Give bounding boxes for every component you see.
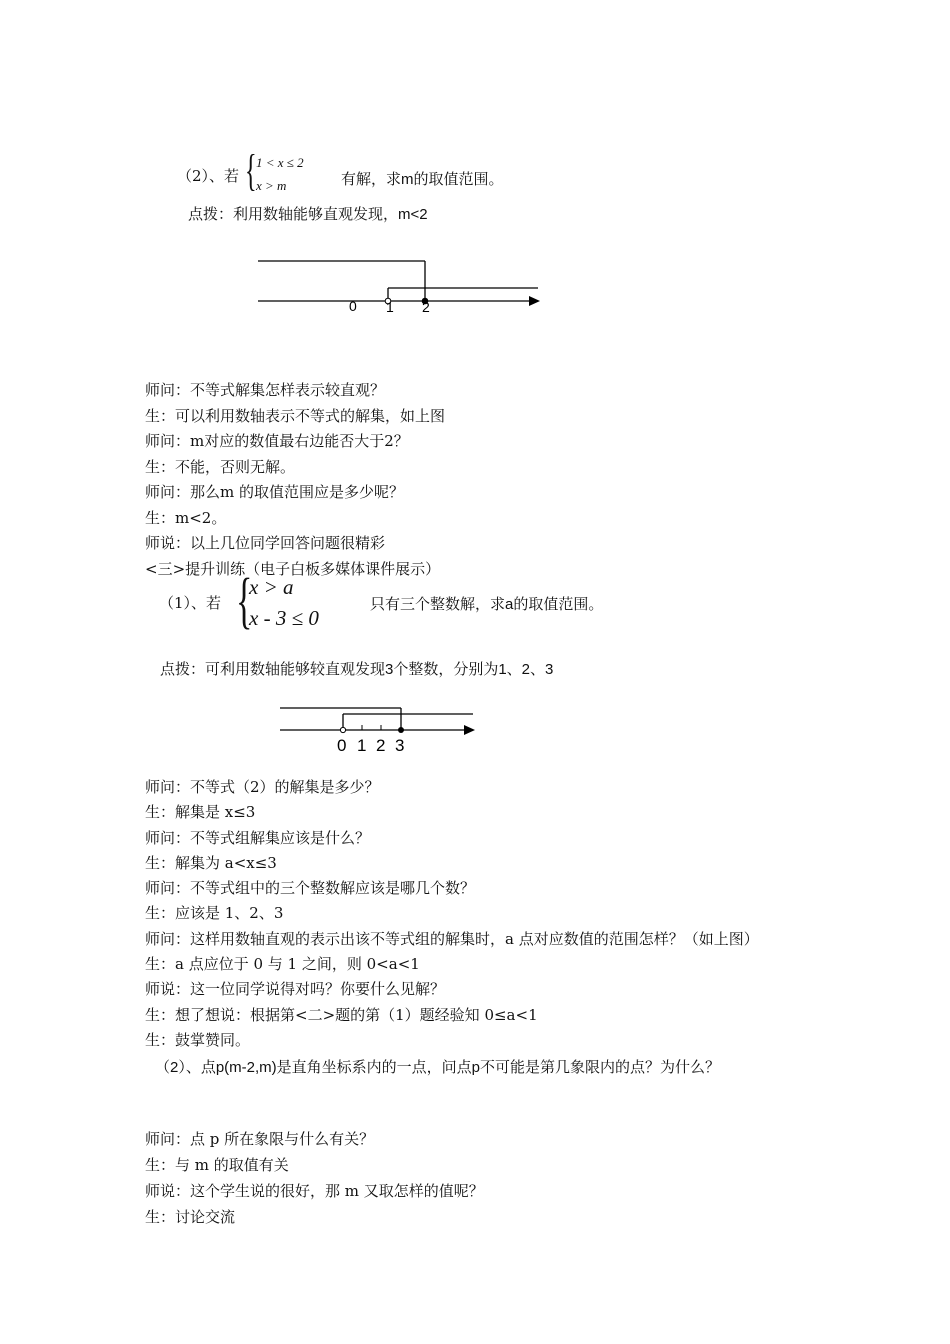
axis-label-1: 1 bbox=[357, 736, 367, 755]
dialogue-block-2 bbox=[145, 775, 759, 1053]
number-line-2 bbox=[275, 700, 480, 758]
problem4-text: （2）、点p(m-2,m)是直角坐标系内的一点，问点p不可能是第几象限内的点？为什么？ bbox=[155, 1059, 721, 1076]
axis-label-2: 2 bbox=[422, 299, 430, 315]
problem3-question: 只有三个整数解，求a的取值范围。 bbox=[370, 596, 604, 613]
axis-label-2: 2 bbox=[376, 736, 386, 755]
axis-label-1: 1 bbox=[386, 299, 394, 315]
system-brace: { bbox=[245, 146, 257, 195]
dialogue-line: 师问：不等式组中的三个整数解应该是哪几个数？ bbox=[145, 879, 476, 898]
dialogue-line: 生：讨论交流 bbox=[145, 1208, 236, 1226]
dialogue-line: 师问：m对应的数值最右边能否大于2？ bbox=[145, 432, 409, 450]
dialogue-line: 生：m<2。 bbox=[145, 508, 227, 527]
dialogue-line: 师问：这样用数轴直观的表示出该不等式组的解集时，a 点对应数值的范围怎样？（如上图） bbox=[145, 929, 759, 948]
axis-label-3: 3 bbox=[395, 736, 405, 755]
dialogue-line: 师问：点 p 所在象限与什么有关？ bbox=[145, 1130, 375, 1148]
problem2-condition-1: 1 < x ≤ 2 bbox=[256, 155, 304, 170]
problem3-hint: 点拨：可利用数轴能够较直观发现3个整数，分别为1、2、3 bbox=[160, 661, 554, 678]
dialogue-line: 师说：这一位同学说得对吗？你要什么见解？ bbox=[145, 980, 446, 999]
dialogue-block-3 bbox=[145, 1126, 484, 1230]
dialogue-line: 师说：这个学生说的很好，那 m 又取怎样的值呢？ bbox=[145, 1182, 484, 1200]
dialogue-line: 生：想了想说：根据第<二>题的第（1）题经验知 0≤a<1 bbox=[145, 1005, 538, 1024]
dialogue-line: 生：a 点应位于 0 与 1 之间，则 0<a<1 bbox=[145, 955, 420, 974]
dialogue-line: 生：解集为 a<x≤3 bbox=[145, 853, 277, 872]
system-brace: { bbox=[236, 567, 253, 635]
problem2-question: 有解，求m的取值范围。 bbox=[341, 171, 504, 188]
dialogue-line: 生：与 m 的取值有关 bbox=[145, 1156, 289, 1174]
number-line-1 bbox=[250, 250, 550, 320]
section-heading: <三>提升训练（电子白板多媒体课件展示） bbox=[145, 559, 441, 578]
problem3-condition-1: x > a bbox=[249, 575, 294, 599]
dialogue-line: 师问：不等式组解集应该是什么？ bbox=[145, 828, 371, 847]
problem2-hint: 点拨：利用数轴能够直观发现，m<2 bbox=[188, 206, 428, 223]
dialogue-line: 生：可以利用数轴表示不等式的解集，如上图 bbox=[145, 406, 446, 425]
dialogue-line: 师说：以上几位同学回答问题很精彩 bbox=[145, 534, 386, 552]
axis-label-0: 0 bbox=[337, 736, 347, 755]
dialogue-line: 师问：那么m 的取值范围应是多少呢？ bbox=[145, 483, 404, 501]
problem3-prefix: （1）、若 bbox=[159, 594, 222, 612]
dialogue-line: 师问：不等式解集怎样表示较直观？ bbox=[145, 381, 386, 399]
dialogue-line: 生：鼓掌赞同。 bbox=[145, 1030, 251, 1049]
axis-label-0: 0 bbox=[349, 298, 357, 314]
dialogue-line: 生：应该是 1、2、3 bbox=[145, 904, 284, 923]
dialogue-line: 生：解集是 x≤3 bbox=[145, 803, 256, 822]
problem3-condition-2: x - 3 ≤ 0 bbox=[249, 606, 319, 630]
dialogue-block-1 bbox=[145, 378, 445, 582]
problem2-prefix: （2）、若 bbox=[177, 167, 240, 185]
dialogue-line: 生：不能，否则无解。 bbox=[145, 457, 296, 476]
problem2-condition-2: x > m bbox=[256, 178, 287, 193]
dialogue-line: 师问：不等式（2）的解集是多少？ bbox=[145, 778, 380, 796]
